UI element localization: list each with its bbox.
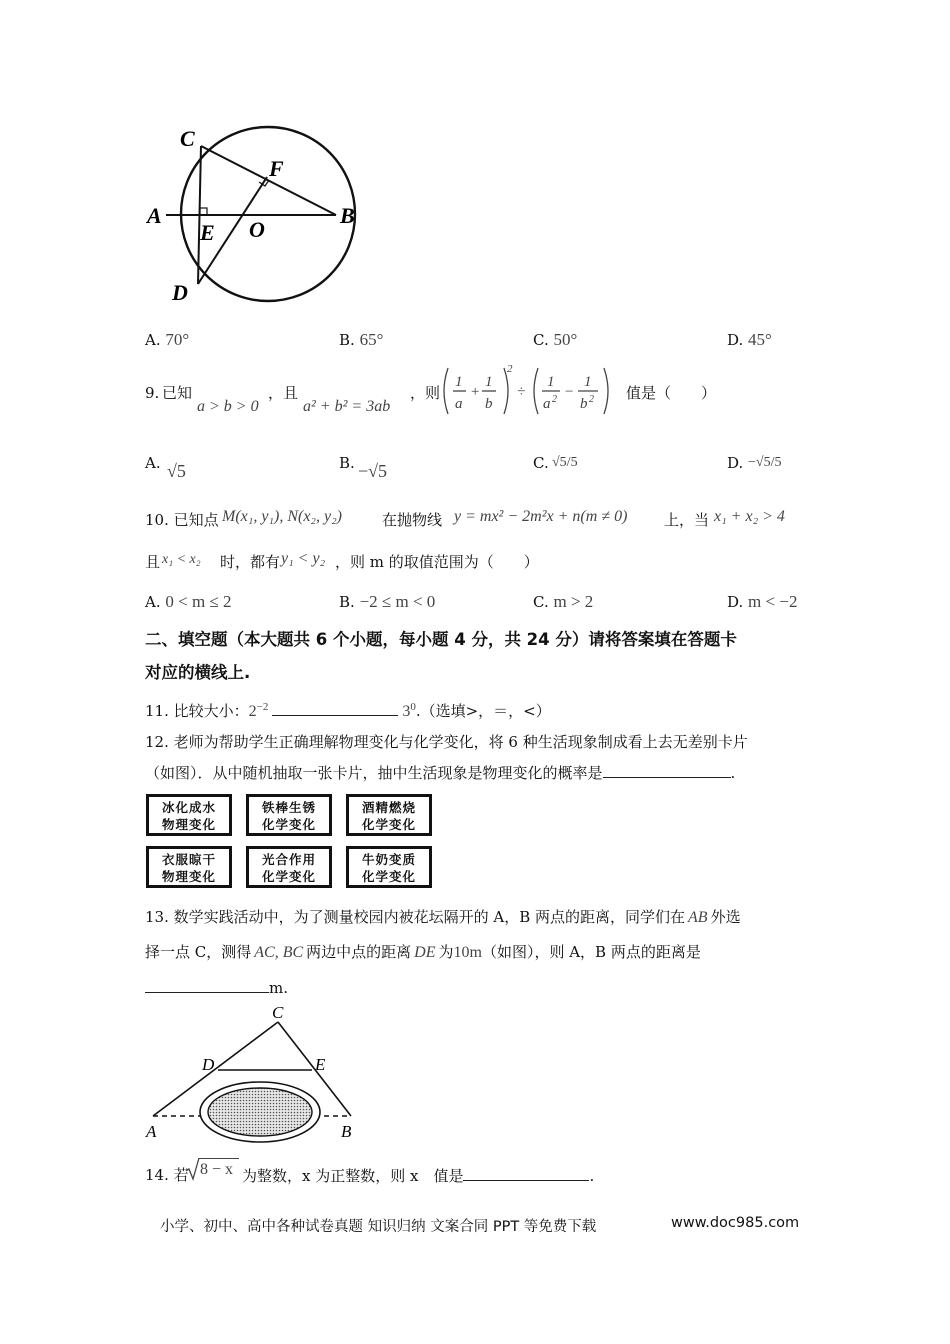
svg-text:b: b (485, 396, 493, 412)
q13-line1 (145, 908, 741, 927)
q12-line2-text: （如图）．从中随机抽取一张卡片，抽中生活现象是物理变化的概率是 (145, 764, 603, 782)
q10-option-b: B. −2 ≤ m < 0 (339, 592, 436, 611)
svg-text:1: 1 (547, 374, 555, 390)
label-a2: A (146, 1122, 157, 1141)
q11-right: 3 (402, 703, 411, 720)
q10-post: 上，当 (664, 511, 710, 529)
q10-cond3: y₁ < y₂ (281, 550, 326, 567)
q13-line3 (145, 978, 288, 997)
q14-mid-text: 为整数，x 为正整数，则 x 值是 (242, 1167, 464, 1185)
label-c2: C (272, 1003, 284, 1022)
q13-line3-post: m. (269, 979, 288, 997)
q13-line2-mid: 两边中点的距离 (306, 943, 412, 961)
q11-answer-blank[interactable] (272, 701, 398, 716)
q11-right-exp: 0 (410, 701, 416, 713)
q10-cond: x₁ + x₂ > 4 (714, 508, 785, 525)
q14-mid (242, 1166, 594, 1185)
label-d: D (172, 280, 188, 305)
q9-then: ，则 (410, 384, 441, 402)
section-heading-line1: 二、填空题（本大题共 6 个小题，每小题 4 分，共 24 分）请将答案填在答题卡 (145, 630, 737, 649)
q8-option-b: B. 65° (339, 330, 384, 349)
svg-text:2: 2 (507, 363, 513, 375)
q9-number: 9. (145, 384, 160, 402)
q9-mid: ，且 (268, 384, 299, 402)
q9-cond1: a > b > 0 (197, 398, 259, 415)
q10-option-a: A. 0 < m ≤ 2 (145, 592, 232, 611)
card-1-bottom: 物理变化 (161, 817, 216, 832)
card-3 (346, 794, 432, 836)
svg-text:+: + (470, 384, 481, 400)
label-c: C (180, 126, 195, 151)
q10-mid: 在抛物线 (382, 511, 443, 529)
svg-text:2: 2 (552, 394, 557, 405)
q10-line2-post: ，则 m 的取值范围为（ ） (335, 553, 539, 571)
q9-option-d: D. (727, 454, 744, 472)
card-2-top: 铁棒生锈 (261, 800, 316, 815)
q11-left: 2 (248, 703, 257, 720)
q13-line2-post: （如图），则 A，B 两点的距离是 (481, 943, 701, 961)
q9-option-b-value: −√5 (358, 461, 388, 481)
q11 (145, 698, 551, 721)
q9-option-c: C. (533, 454, 549, 472)
q11-post: .（选填>，＝，<） (415, 702, 551, 720)
q11-left-exp: −2 (256, 701, 269, 713)
footer-url[interactable]: www.doc985.com (671, 1215, 800, 1231)
q12-line1: 12. 老师为帮助学生正确理解物理变化与化学变化，将 6 种生活现象制成看上去无差别卡片 (145, 733, 748, 751)
q14-post: . (589, 1167, 595, 1185)
label-e: E (200, 220, 215, 245)
q14-radicand: 8 − x (200, 1161, 234, 1178)
q10-line2-mid: 时，都有 (220, 553, 281, 571)
q10-option-c: C. m > 2 (533, 592, 594, 611)
q13-line2-pre: 择一点 C，测得 (145, 943, 252, 961)
card-6-top: 牛奶变质 (361, 852, 416, 867)
card-6 (346, 846, 432, 888)
label-e2: E (315, 1055, 326, 1074)
q9-option-a: A. (145, 454, 161, 472)
q10-option-d: D. m < −2 (727, 592, 798, 611)
triangle-figure (140, 1000, 365, 1145)
svg-text:÷: ÷ (517, 384, 526, 400)
card-4-top: 衣服晾干 (161, 852, 216, 867)
q10-cond2: x₁ < x₂ (162, 552, 201, 567)
q9-option-c-value: √5/5 (552, 455, 578, 470)
label-a: A (147, 203, 162, 228)
svg-text:1: 1 (485, 374, 493, 390)
q10-pre: 10. 已知点 (145, 511, 219, 529)
q14-sqrt-bar (199, 1158, 239, 1159)
label-d2: D (202, 1055, 215, 1074)
card-5 (246, 846, 332, 888)
label-b2: B (341, 1122, 352, 1141)
card-4-bottom: 物理变化 (161, 869, 216, 884)
q9-option-d-value: −√5/5 (748, 455, 782, 470)
card-6-bottom: 化学变化 (361, 869, 416, 884)
q9-cond2: a² + b² = 3ab (303, 398, 391, 415)
q11-pre: 11. 比较大小： (145, 702, 249, 720)
q10-parabola: y = mx² − 2m²x + n(m ≠ 0) (454, 508, 628, 525)
q8-option-a: A. 70° (145, 330, 190, 349)
q13-line2-math2: DE (414, 944, 436, 961)
section-heading-line2: 对应的横线上. (145, 663, 251, 682)
q8-option-d: D. 45° (727, 330, 772, 349)
q13-line1-math: AB (688, 909, 708, 926)
q13-line1-pre: 13. 数学实践活动中，为了测量校园内被花坛隔开的 A，B 两点的距离，同学们在 (145, 908, 686, 926)
q9-option-a-value: √5 (167, 461, 186, 481)
circle-figure (140, 120, 370, 310)
q14-sqrt-sign (185, 1156, 201, 1182)
q13-line2-math: AC, BC (254, 944, 304, 961)
svg-text:a: a (455, 396, 463, 412)
q9-expression (440, 362, 612, 420)
q13-line2-val: 10m (453, 944, 482, 961)
svg-text:1: 1 (584, 374, 592, 390)
q9-tail: 值是（ ） (626, 384, 717, 402)
q13-line2 (145, 943, 701, 962)
card-5-bottom: 化学变化 (261, 869, 316, 884)
card-2-bottom: 化学变化 (261, 817, 316, 832)
q9-option-b: B. (339, 454, 355, 472)
card-5-top: 光合作用 (261, 852, 316, 867)
q13-answer-blank[interactable] (145, 978, 269, 993)
card-1 (146, 794, 232, 836)
q10-line2-pre: 且 (145, 553, 161, 571)
svg-text:1: 1 (455, 374, 463, 390)
q13-line2-mid2: 为 (438, 943, 454, 961)
q14-pre: 14. 若 (145, 1166, 189, 1184)
q12-answer-blank[interactable] (603, 763, 731, 778)
q9-pre: 已知 (162, 384, 193, 402)
footer-text: 小学、初中、高中各种试卷真题 知识归纳 文案合同 PPT 等免费下载 (160, 1219, 597, 1235)
svg-text:b: b (580, 396, 588, 412)
card-1-top: 冰化成水 (161, 800, 216, 815)
q10-points: M(x₁, y₁), N(x₂, y₂) (222, 508, 342, 525)
label-o: O (249, 217, 265, 242)
q12-line2-post: . (730, 764, 736, 782)
q14-answer-blank[interactable] (463, 1166, 589, 1181)
card-4 (146, 846, 232, 888)
svg-text:a: a (543, 396, 551, 412)
q13-line1-post: 外选 (710, 908, 741, 926)
card-2 (246, 794, 332, 836)
q12-line2 (145, 763, 735, 782)
card-3-bottom: 化学变化 (361, 817, 416, 832)
label-b: B (340, 203, 355, 228)
label-f: F (269, 156, 284, 181)
svg-text:2: 2 (589, 394, 594, 405)
svg-text:−: − (564, 384, 575, 400)
q8-option-c: C. 50° (533, 330, 578, 349)
card-3-top: 酒精燃烧 (361, 800, 416, 815)
